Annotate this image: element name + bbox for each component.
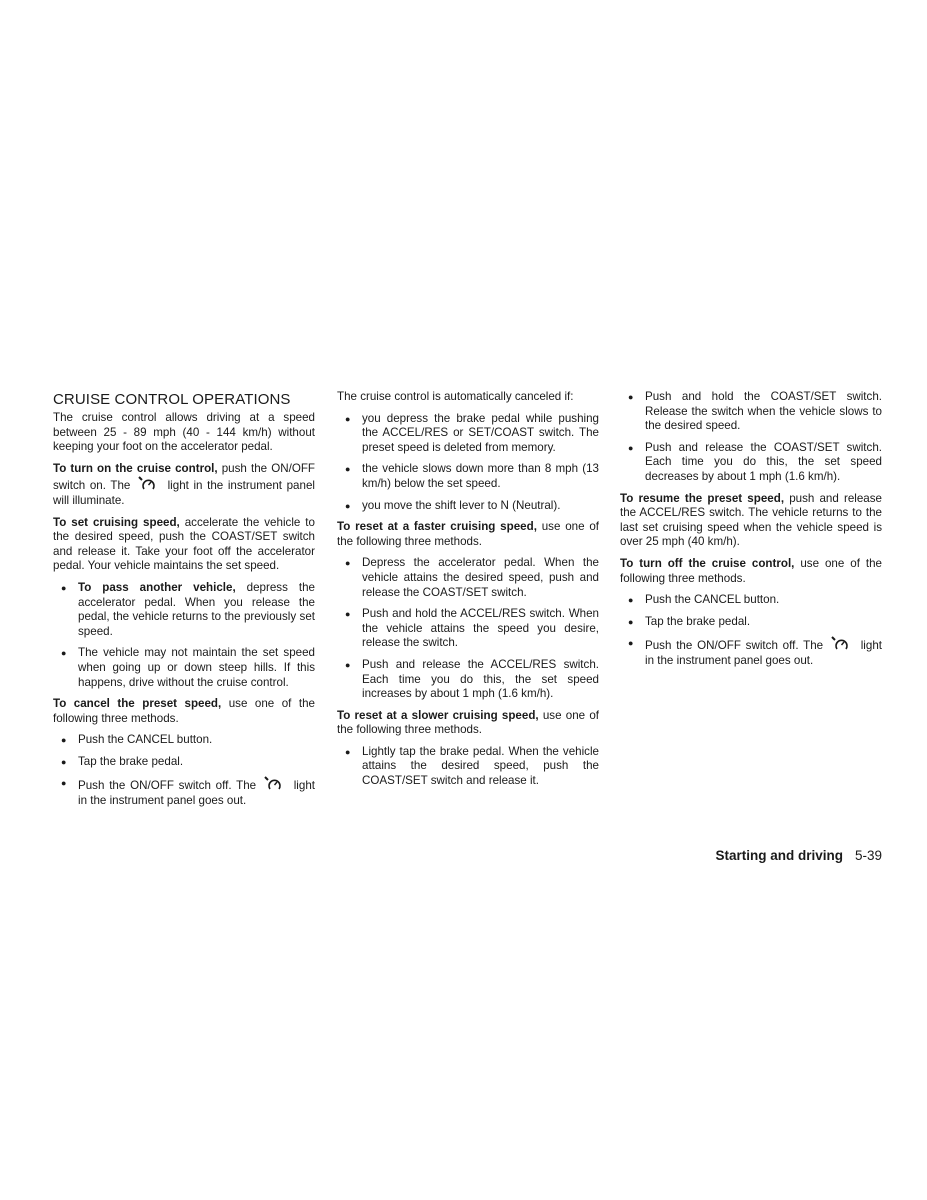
- turn-on-text-a: push the ON/OFF switch on. The: [53, 461, 316, 493]
- cancel-last-text-a: Push the ON/OFF switch off. The: [78, 779, 257, 793]
- list-item: [53, 581, 315, 639]
- list-item: ● you depress the brake pedal while pushing the ACCEL/RES or SET/COAST switch. The preset speed is deleted from memory.: [337, 412, 599, 456]
- faster-label: To reset at a faster cruising speed,: [337, 520, 537, 534]
- resume-paragraph: [620, 492, 882, 550]
- list-item: ● The vehicle may not maintain the set speed when going up or down steep hills. If this happens, drive without the cruise control.: [53, 646, 315, 690]
- cancel-list: [53, 733, 315, 808]
- cruise-indicator-icon: [263, 776, 283, 791]
- section-heading: CRUISE CONTROL OPERATIONS: [53, 391, 291, 408]
- cruise-indicator-icon: [830, 636, 850, 651]
- cancel-last-text-b: light in the instrument panel goes out.: [78, 779, 315, 808]
- cruise-indicator-icon: [137, 476, 157, 491]
- resume-label: To resume the preset speed,: [620, 491, 785, 505]
- pass-list: [53, 581, 315, 690]
- page-footer: [715, 848, 882, 864]
- resume-text: push and release the ACCEL/RES switch. The vehicle returns to the last set cruising speed when the vehicle speed is over 25 mph (40 km/h).: [620, 491, 882, 549]
- cancel-paragraph: [53, 697, 315, 726]
- slower-label: To reset at a slower cruising speed,: [337, 708, 539, 722]
- list-item: ● Push and hold the COAST/SET switch. Release the switch when the vehicle slows to the desired speed.: [620, 390, 882, 434]
- pass-text: depress the accelerator pedal. When you release the pedal, the vehicle returns to the previously set speed.: [78, 580, 315, 638]
- list-item: [620, 636, 882, 668]
- faster-text: use one of the following three methods.: [337, 520, 599, 548]
- set-text: accelerate the vehicle to the desired speed, push the COAST/SET switch and release it. Take your foot off the accelerator pedal. Your vehicle maintains the set speed.: [53, 515, 315, 573]
- set-paragraph: [53, 516, 315, 574]
- turn-off-label: To turn off the cruise control,: [620, 556, 795, 570]
- faster-list: [337, 556, 599, 701]
- slower-list-continued: [620, 390, 882, 485]
- set-label: To set cruising speed,: [53, 515, 180, 529]
- turn-on-paragraph: [53, 462, 315, 509]
- turn-on-text-b: light in the instrument panel will illuminate.: [53, 479, 315, 507]
- list-item: ● Tap the brake pedal.: [53, 755, 315, 770]
- pass-label: To pass another vehicle,: [78, 580, 236, 594]
- list-item: ● Depress the accelerator pedal. When the vehicle attains the desired speed, push and release the COAST/SET switch.: [337, 556, 599, 600]
- cancel-label: To cancel the preset speed,: [53, 697, 222, 711]
- list-item: ● Push and hold the ACCEL/RES switch. When the vehicle attains the speed you desire, release the switch.: [337, 607, 599, 651]
- column-3: [620, 390, 882, 676]
- turn-off-list: [620, 593, 882, 668]
- list-item: ● the vehicle slows down more than 8 mph (13 km/h) below the set speed.: [337, 462, 599, 491]
- column-1: [53, 390, 315, 816]
- list-item: [53, 776, 315, 808]
- turn-on-label: To turn on the cruise control,: [53, 461, 218, 475]
- list-item: ● Push and release the COAST/SET switch. Each time you do this, the set speed decreases by about 1 mph (1.6 km/h).: [620, 441, 882, 485]
- list-item: ● you move the shift lever to N (Neutral).: [337, 499, 599, 514]
- slower-list: [337, 745, 599, 789]
- auto-cancel-list: [337, 412, 599, 514]
- off-last-text-b: light in the instrument panel goes out.: [645, 639, 882, 667]
- list-item: ● Push the CANCEL button.: [53, 733, 315, 748]
- slower-paragraph: [337, 709, 599, 738]
- footer-section-title: Starting and driving: [715, 848, 843, 863]
- page-number: 5-39: [854, 848, 882, 863]
- list-item: ● Lightly tap the brake pedal. When the vehicle attains the desired speed, push the COAST/SET switch and release it.: [337, 745, 599, 789]
- off-last-text-a: Push the ON/OFF switch off. The: [645, 639, 824, 653]
- intro-paragraph: The cruise control allows driving at a speed between 25 - 89 mph (40 - 144 km/h) without keeping your foot on the accelerator pedal.: [53, 411, 315, 454]
- faster-paragraph: [337, 520, 599, 549]
- turn-off-text: use one of the following three methods.: [620, 556, 882, 585]
- list-item: ● Push the CANCEL button.: [620, 593, 882, 608]
- cancel-text: use one of the following three methods.: [53, 697, 315, 725]
- turn-off-paragraph: [620, 557, 882, 586]
- list-item: ● Tap the brake pedal.: [620, 615, 882, 630]
- slower-text: use one of the following three methods.: [337, 708, 599, 737]
- auto-cancel-intro: The cruise control is automatically canceled if:: [337, 390, 574, 403]
- column-2: [337, 390, 599, 796]
- list-item: ● Push and release the ACCEL/RES switch. Each time you do this, the set speed increases by about 1 mph (1.6 km/h).: [337, 658, 599, 702]
